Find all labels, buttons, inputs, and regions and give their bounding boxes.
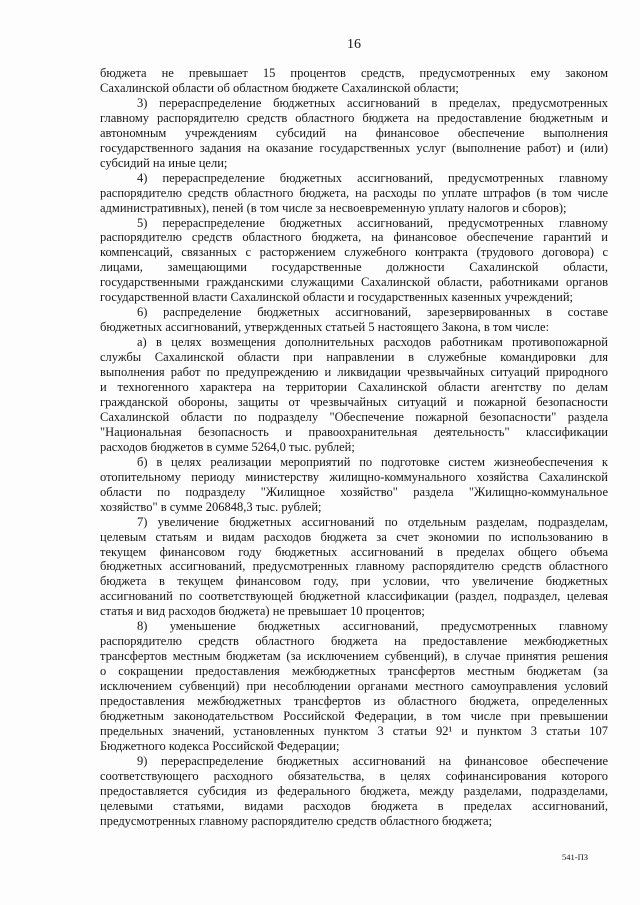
text-line: бюджетных ассигнований, предусмотренных главному распорядителю средств областного: [100, 559, 608, 574]
text-line: текущем финансовом году бюджетных ассигнований в пределах общего объема: [100, 544, 608, 559]
paragraph-item-9: [100, 754, 608, 829]
paragraph-item-6a: [100, 335, 608, 455]
paragraph-item-4: [100, 171, 608, 216]
text-line: государственного задания на оказание государственных услуг (выполнение работ) и (или): [100, 140, 608, 155]
text-line: целевым статьям и видам расходов бюджета за счет экономии по использованию в: [100, 529, 608, 544]
page-number: 16: [347, 37, 361, 52]
paragraph-item-6: [100, 305, 608, 335]
paragraph-item-6b: [100, 455, 608, 515]
paragraph-item-8: [100, 619, 608, 754]
paragraph-item-3: [100, 96, 608, 171]
text-line: субсидий на иные цели;: [100, 155, 228, 170]
text-line: службы Сахалинской области при направлении в служебные командировки для: [100, 350, 608, 365]
text-line: предусмотренных главному распорядителю средств областного бюджета;: [100, 813, 493, 828]
text-line: соответствующего расходного обязательства, в целях софинансирования которого: [100, 768, 608, 783]
text-line: а) в целях возмещения дополнительных расходов работникам противопожарной: [137, 335, 608, 350]
paragraph-item-5: [100, 216, 608, 306]
text-line: ассигнований по соответствующей бюджетной классификации (раздел, подраздел, целевая: [100, 589, 608, 604]
text-line: предоставления межбюджетных трансфертов из областного бюджета, определенных: [100, 694, 608, 709]
text-line: трансфертов местным бюджетам (за исключением субвенций), в случае принятия решения: [100, 649, 608, 664]
text-line: 7) увеличение бюджетных ассигнований по отдельным разделам, подразделам,: [137, 514, 608, 529]
text-line: бюджета в текущем финансовом году, при условии, что увеличение бюджетных: [100, 574, 608, 589]
text-line: области по подразделу "Жилищное хозяйство" раздела "Жилищно-коммунальное: [100, 484, 608, 499]
text-line: предоставляется субсидия из федерального бюджета, между разделами, подразделами,: [100, 783, 608, 798]
text-line: 3) перераспределение бюджетных ассигнований в пределах, предусмотренных: [137, 95, 608, 110]
text-line: отопительному периоду министерству жилищно-коммунального хозяйства Сахалинской: [100, 469, 608, 484]
text-line: распорядителю средств областного бюджета на предоставление межбюджетных: [100, 634, 608, 649]
text-line: бюджетных ассигнований, утвержденных статьей 5 настоящего Закона, в том числе:: [100, 320, 550, 335]
document-code: 541-ПЗ: [562, 852, 588, 862]
text-line: административных), пеней (в том числе за несвоевременную уплату налогов и сборов);: [100, 200, 567, 215]
text-line: распорядителю средств областного бюджета, на финансовое обеспечение гарантий и: [100, 230, 608, 245]
text-line: бюджета не превышает 15 процентов средств, предусмотренных ему законом: [100, 66, 608, 80]
text-line: выполнения работ по предупреждению и ликвидации чрезвычайных ситуаций природного: [100, 365, 608, 380]
text-line: гражданской обороны, защиты от чрезвычайных ситуаций и пожарной безопасности: [100, 394, 608, 409]
text-line: Бюджетного кодекса Российской Федерации;: [100, 738, 340, 753]
text-line: "Национальная безопасность и правоохранительная деятельность" классификации: [100, 424, 608, 439]
text-line: о сокращении предоставления межбюджетных трансфертов местным бюджетам (за: [100, 664, 608, 679]
text-line: 9) перераспределение бюджетных ассигнований на финансовое обеспечение: [137, 753, 608, 768]
text-line: Сахалинской области по подразделу "Обеспечение пожарной безопасности" раздела: [100, 409, 608, 424]
text-line: лицами, замещающими государственные должности Сахалинской области,: [100, 260, 608, 275]
text-line: Сахалинской области об областном бюджете Сахалинской области;: [100, 80, 459, 95]
text-line: распорядителю средств областного бюджета, на расходы по уплате штрафов (в том числе: [100, 185, 608, 200]
text-line: 8) уменьшение бюджетных ассигнований, предусмотренных главному: [137, 619, 608, 634]
text-line: расходов бюджетов в сумме 5264,0 тыс. рублей;: [100, 439, 355, 454]
text-line: государственными гражданскими служащими Сахалинской области, работниками органов: [100, 275, 608, 290]
text-line: главному распорядителю средств областного бюджета на предоставление бюджетным и: [100, 110, 608, 125]
text-line: автономным учреждениям субсидий на финансовое обеспечение выполнения: [100, 125, 608, 140]
text-line: целевыми статьями, видами расходов бюджета в пределах ассигнований,: [100, 798, 608, 813]
text-line: 5) перераспределение бюджетных ассигнований, предусмотренных главному: [137, 215, 608, 230]
text-line: хозяйство" в сумме 206848,3 тыс. рублей;: [100, 499, 322, 514]
paragraph-item-7: [100, 515, 608, 620]
text-line: 6) распределение бюджетных ассигнований, зарезервированных в составе: [137, 305, 608, 320]
document-body: [100, 66, 608, 829]
text-line: статья и вид расходов бюджета) не превышает 10 процентов;: [100, 604, 425, 619]
text-line: б) в целях реализации мероприятий по подготовке систем жизнеобеспечения к: [137, 454, 608, 469]
text-line: предельных значений, установленных пунктом 3 статьи 92¹ и пунктом 3 статьи 107: [100, 723, 608, 738]
text-line: 4) перераспределение бюджетных ассигнований, предусмотренных главному: [137, 170, 608, 185]
text-line: исключением субвенций) при несоблюдении органами местного самоуправления условий: [100, 679, 608, 694]
paragraph-continuation: [100, 66, 608, 96]
text-line: компенсаций, связанных с расторжением служебного контракта (трудового договора) с: [100, 245, 608, 260]
text-line: государственной власти Сахалинской области и государственных казенных учреждений;: [100, 290, 573, 305]
text-line: бюджетным законодательством Российской Федерации, в том числе при превышении: [100, 708, 608, 723]
text-line: и техногенного характера на территории Сахалинской области агентству по делам: [100, 380, 608, 395]
